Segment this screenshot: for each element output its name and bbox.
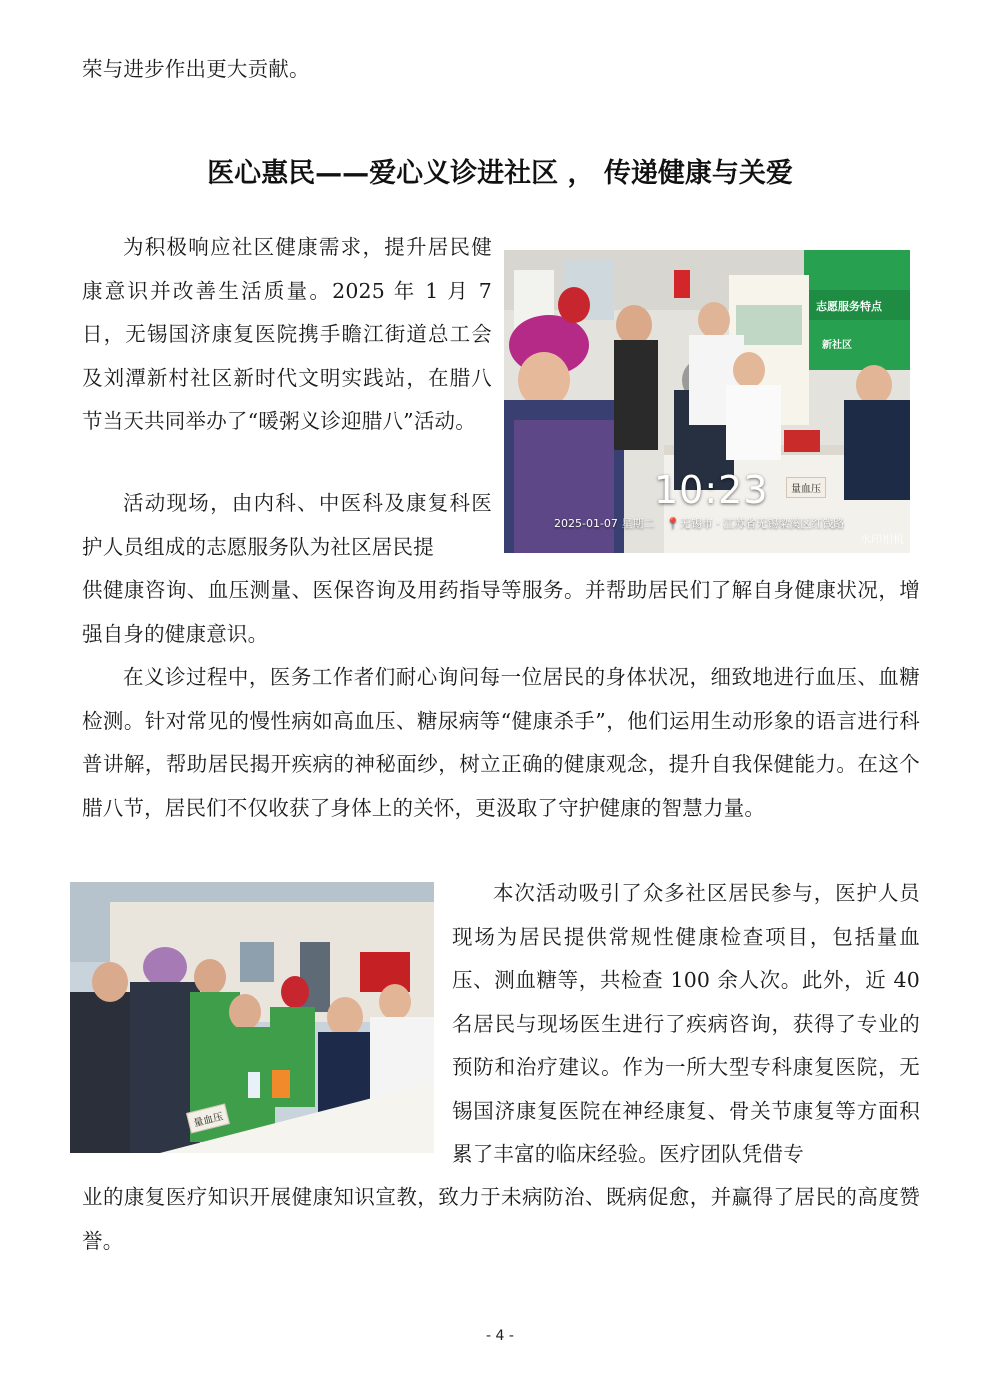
photo-1-bp-sign: 量血压: [786, 477, 826, 498]
photo-1-timestamp: 10:23: [654, 468, 769, 512]
photo-1-banner-sub: 新社区: [822, 340, 852, 351]
photo-2-scene: [70, 882, 434, 1153]
photo-2-bp-sign: 量血压: [186, 1103, 230, 1133]
photo-1-watermark: 水印相机: [860, 533, 904, 546]
photo-clinic-consultation: [504, 250, 910, 553]
paragraph-2-bottom: 供健康咨询、血压测量、医保咨询及用药指导等服务。并帮助居民们了解自身健康状况，增强自身的健康意识。: [82, 578, 920, 646]
photo-volunteer-team: [70, 882, 434, 1153]
photo-1-date: 2025-01-07 星期二: [554, 517, 655, 530]
paragraph-3: 在义诊过程中，医务工作者们耐心询问每一位居民的身体状况，细致地进行血压、血糖检测。针对常见的慢性病如高血压、糖尿病等“健康杀手”，他们运用生动形象的语言进行科普讲解，帮助居民揭开疾病的神秘面纱，树立正确的健康观念，提升自我保健能力。在这个腊八节，居民们不仅收获了身体上的关怀，更汲取了守护健康的智慧力量。: [82, 665, 920, 820]
paragraph-4-top: 本次活动吸引了众多社区居民参与，医护人员现场为居民提供常规性健康检查项目，包括量血压、测血糖等，共检查 100 余人次。此外，近 40 名居民与现场医生进行了疾病咨询，获得了专业的预防和治疗建议。作为一所大型专科康复医院，无锡国济康复医院在神经康复、骨关节康复等方面积累了丰富的临床经验。医疗团队凭借专: [452, 881, 920, 1166]
paragraph-1: 为积极响应社区健康需求，提升居民健康意识并改善生活质量。2025 年 1 月 7 日，无锡国济康复医院携手瞻江街道总工会及刘潭新村社区新时代文明实践站，在腊八节当天共同举办了“暖粥义诊迎腊八”活动。: [82, 235, 492, 433]
location-pin-icon: 📍: [666, 517, 680, 530]
paragraph-4-bottom: 业的康复医疗知识开展健康知识宣教，致力于未病防治、既病促愈，并赢得了居民的高度赞誉。: [82, 1185, 920, 1253]
photo-1-location: 📍无锡市 · 江苏省无锡梁溪区红钱路: [666, 517, 845, 530]
intro-line: 荣与进步作出更大贡献。: [82, 57, 310, 81]
page-number: - 4 -: [486, 1328, 514, 1344]
photo-1-banner: 志愿服务特点: [816, 300, 882, 313]
article-title: 医心惠民——爱心义诊进社区 ， 传递健康与关爱: [207, 158, 793, 189]
paragraph-2-top: 活动现场，由内科、中医科及康复科医护人员组成的志愿服务队为社区居民提: [82, 491, 492, 559]
